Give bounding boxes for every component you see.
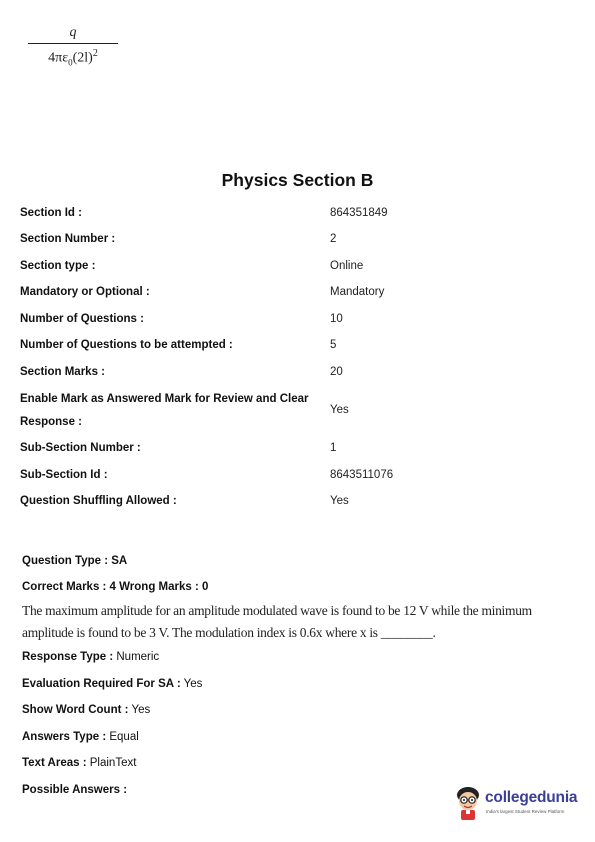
mascot-icon [452, 782, 484, 822]
question-text: The maximum amplitude for an amplitude modulated wave is found to be 12 V while the minimum amplitude is found to be 3 V. The modulation index is 0.6x where x is ________. [22, 603, 532, 640]
row-value: 10 [330, 312, 343, 325]
field-value: PlainText [86, 757, 137, 769]
section-title: Physics Section B [221, 170, 374, 190]
evaluation-required [22, 671, 562, 698]
field-label: Answers Type : [22, 730, 107, 743]
row-value: Yes [330, 495, 349, 508]
row-section-id [20, 200, 565, 227]
row-questions-attempted [20, 333, 565, 360]
show-word-count [22, 697, 562, 724]
row-label: Section type : [20, 259, 96, 272]
row-value: 864351849 [330, 206, 388, 219]
row-label: Sub-Section Number : [20, 442, 141, 455]
row-label: Number of Questions to be attempted : [20, 339, 233, 352]
answers-type [22, 724, 562, 751]
row-label: Section Id : [20, 206, 82, 219]
field-value: Yes [180, 677, 203, 690]
question-block [22, 548, 562, 803]
row-value: 2 [330, 233, 337, 246]
row-sub-section-id [20, 462, 565, 489]
row-number-of-questions [20, 306, 565, 333]
row-label: Question Shuffling Allowed : [20, 495, 177, 508]
field-value: Yes [128, 704, 151, 716]
row-value: 20 [330, 365, 343, 378]
row-value: 1 [330, 442, 337, 455]
text-areas [22, 750, 562, 777]
formula-numerator: q [69, 25, 77, 40]
field-value: Numeric [113, 651, 160, 663]
row-enable-mark-review [20, 386, 565, 436]
field-value: Equal [106, 730, 139, 743]
row-value: Online [330, 259, 364, 272]
question-marks: Correct Marks : 4 Wrong Marks : 0 [22, 581, 209, 593]
fraction-bar [28, 43, 118, 44]
row-label: Number of Questions : [20, 312, 144, 325]
row-question-shuffling [20, 489, 565, 516]
formula-denominator: $4\pi\varepsilon_0(2l)^2$ [48, 48, 98, 68]
logo-tagline: India's largest Student Review Platform [486, 809, 565, 814]
row-value: 8643511076 [330, 468, 394, 481]
field-label: Possible Answers : [22, 783, 128, 796]
section-info-table [20, 200, 565, 515]
question-type: Question Type : SA [22, 555, 128, 567]
row-label: Section Number : [20, 233, 116, 246]
field-label: Evaluation Required For SA : [22, 677, 181, 690]
row-section-type [20, 253, 565, 280]
row-mandatory [20, 280, 565, 307]
row-label: Enable Mark as Answered Mark for Review and Clear Response : [20, 392, 309, 428]
response-type [22, 644, 562, 671]
row-label: Sub-Section Id : [20, 468, 108, 481]
field-label: Show Word Count : [22, 704, 129, 716]
field-label: Response Type : [22, 651, 114, 663]
logo-name: collegedunia [485, 789, 578, 806]
row-label: Mandatory or Optional : [20, 286, 150, 299]
collegedunia-logo [452, 782, 587, 824]
formula-fragment [28, 24, 118, 70]
row-value: Mandatory [330, 286, 385, 299]
row-sub-section-number [20, 436, 565, 463]
row-value: Yes [330, 404, 349, 416]
row-label: Section Marks : [20, 365, 105, 378]
row-section-number [20, 227, 565, 254]
row-value: 5 [330, 339, 337, 352]
field-label: Text Areas : [22, 757, 87, 769]
row-section-marks [20, 359, 565, 386]
